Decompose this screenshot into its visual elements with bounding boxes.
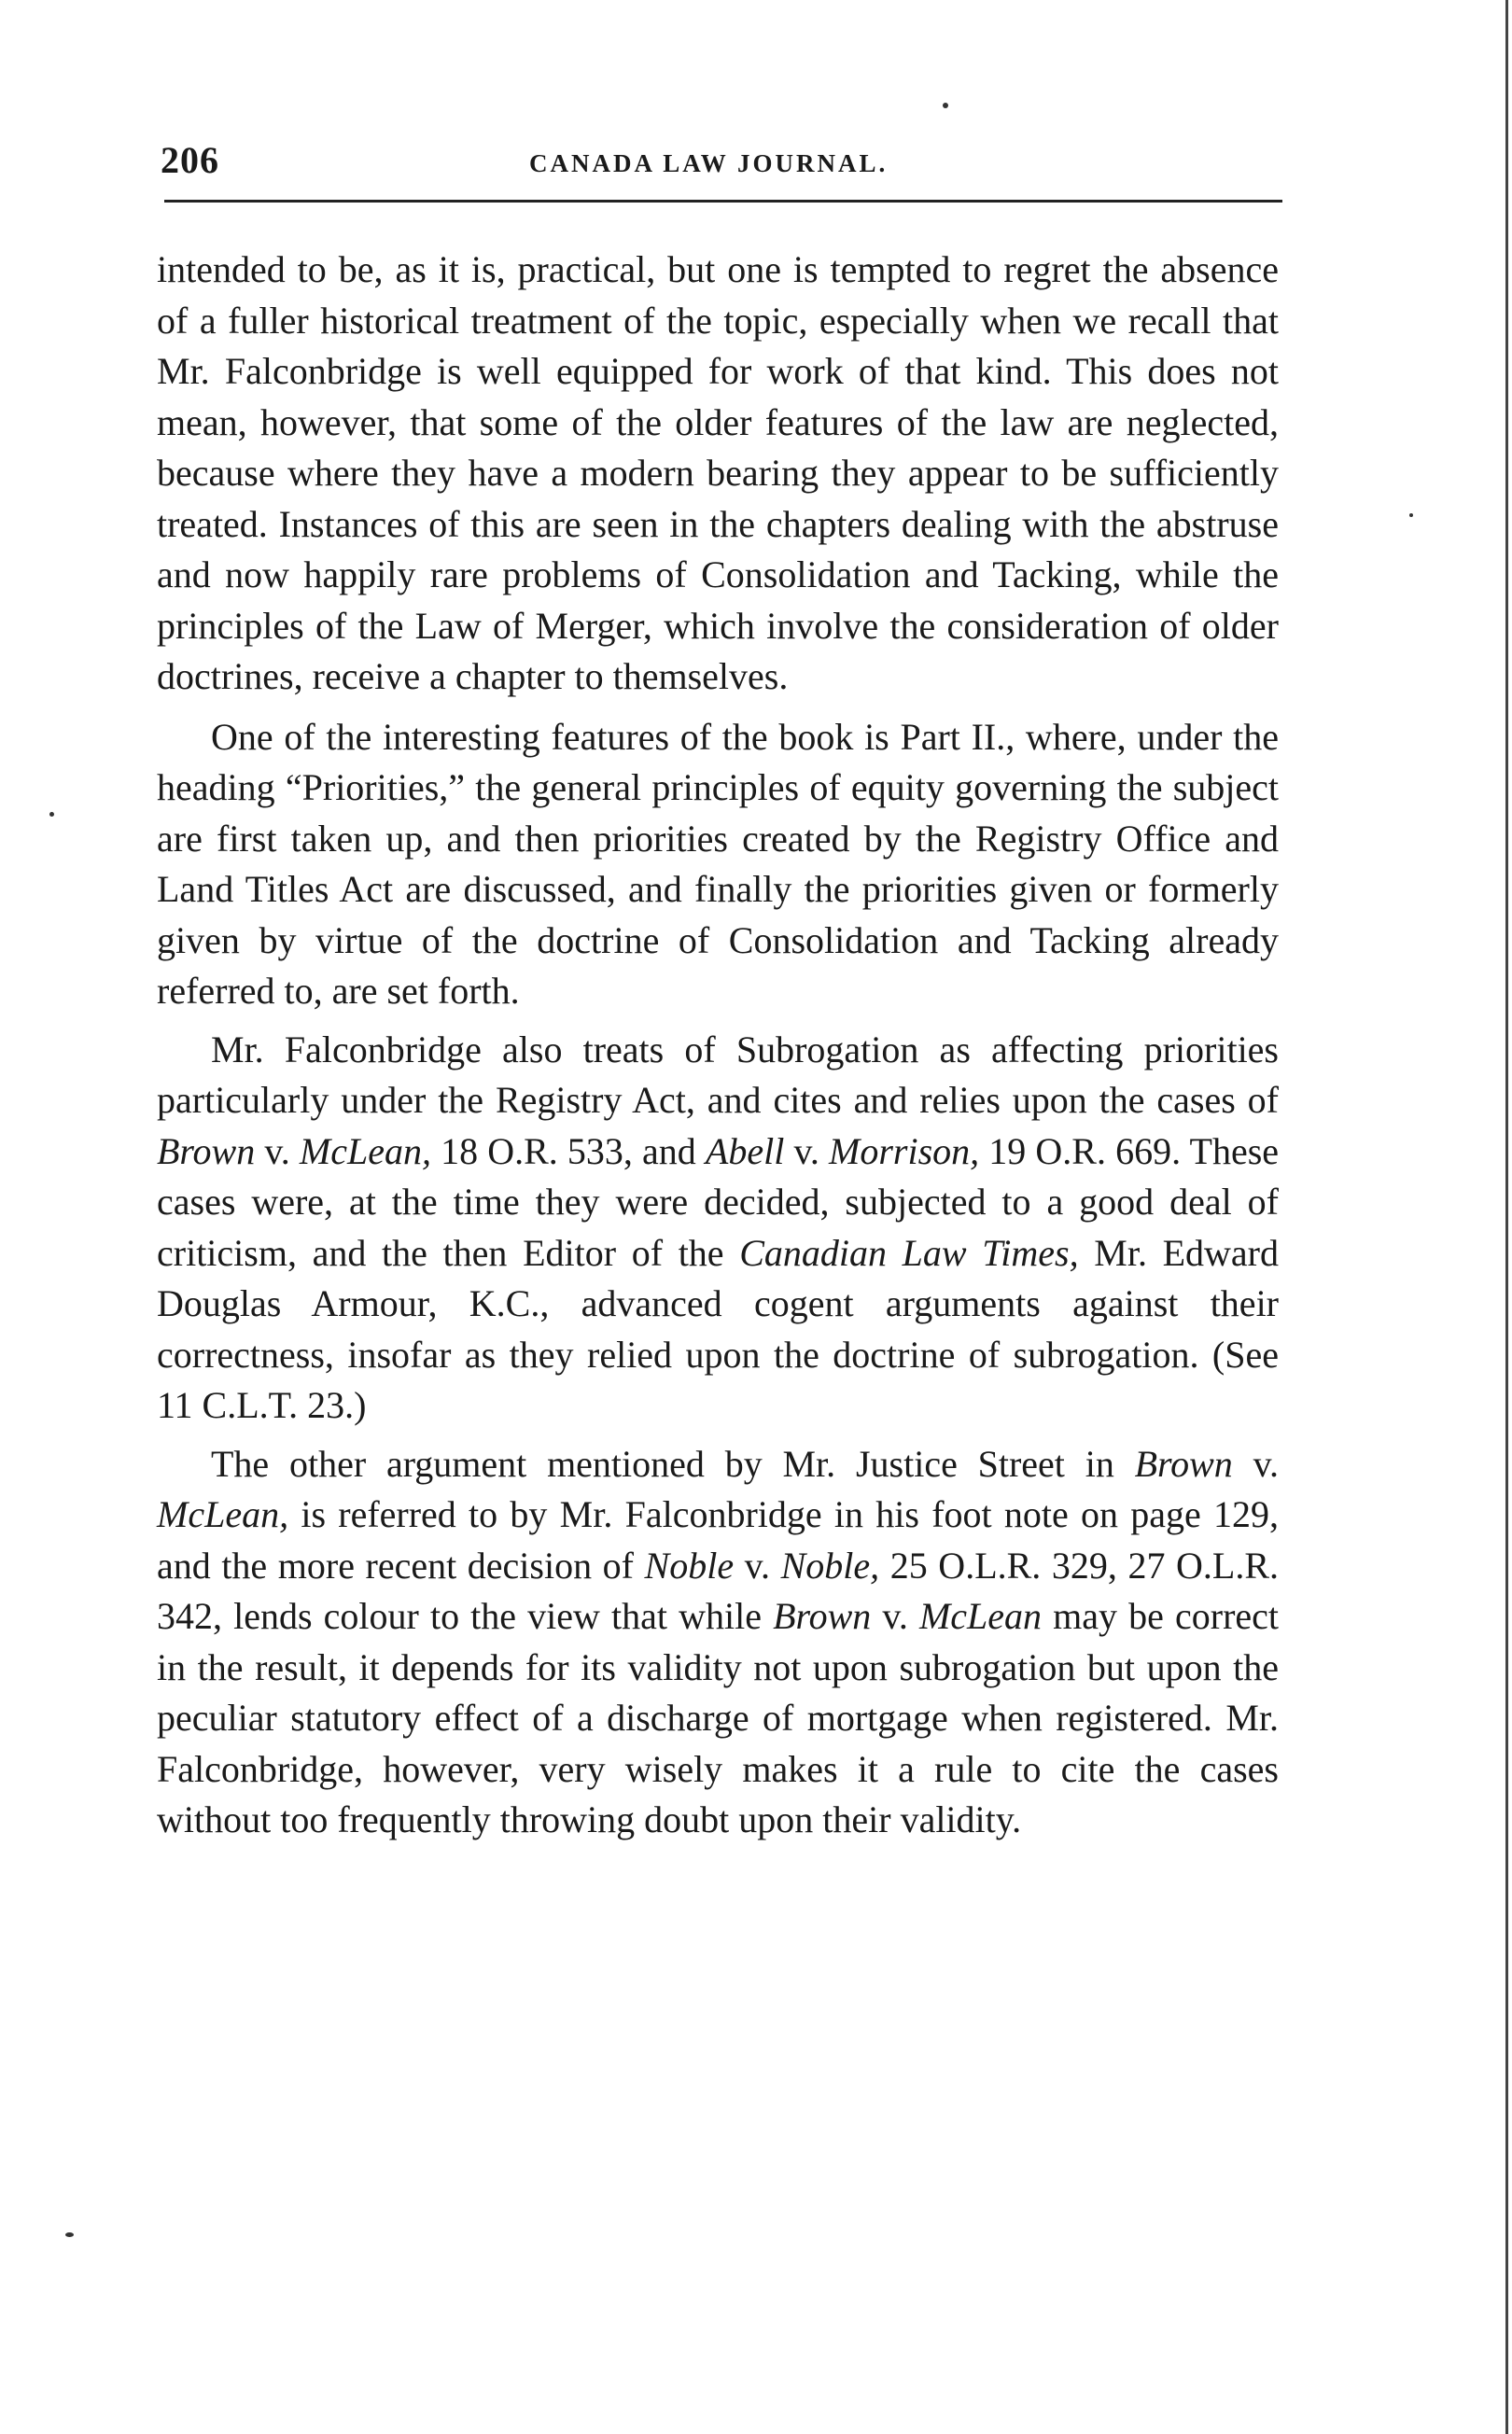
body-text [157,245,1279,1846]
text-run: Mr. Edward Douglas Armour, K.C., advanced cogent arguments against their correctness, insofar as they relied upon the doctrine of subrogation. (See 11 C.L.T. 23.) [157,1231,1279,1426]
text-run: 18 O.R. 533, and [430,1129,706,1172]
paragraph [157,245,1279,703]
header-rule [164,200,1282,203]
text-run: intended to be, as it is, practical, but one is tempted to regret the absence of a fuller historical treatment of the topic, especially when we recall that Mr. Falconbridge is well equipped for work of that kind. This does not mean, however, that some of the older features of the law are neglected, because where they have a modern bearing they appear to be sufficiently treated. Instances of this are seen in the chapters dealing with the abstruse and now happily rare problems of Consolidation and Tacking, while the principles of the Law of Merger, which involve the consideration of older doctrines, receive a chapter to themselves. [157,248,1279,697]
scan-speck [65,2232,74,2237]
text-run: may be correct in the result, it depends for its validity not upon subrogation but upon the peculiar statutory effect of a discharge of mortgage when registered. Mr. Falconbridge, however, very wisely makes it a rule to cite the cases without too frequently throwing doubt upon their validity. [157,1595,1280,1840]
case-name: Noble, [780,1544,880,1587]
case-name: Brown [157,1129,256,1172]
case-name: Brown [773,1595,872,1637]
case-name: Noble [644,1544,735,1587]
scan-speck [943,103,948,108]
case-name: McLean, [299,1129,431,1172]
case-name: Abell [705,1129,785,1172]
text-run: 25 O.L.R. 329, 27 O.L.R. 342, lends colour to the view that while [157,1544,1280,1637]
paragraph [157,1439,1279,1846]
text-run: v. [1232,1442,1280,1485]
text-run: One of the interesting features of the book is Part II., where, under the heading “Priorities,” the general principles of equity governing the subject are first taken up, and then priorities created by the Registry Office and Land Titles Act are discussed, and finally the priorities given or formerly given by virtue of the doctrine of Consolidation and Tacking already referred to, are set forth. [157,715,1279,1012]
text-run: 19 O.R. 669. These cases were, at the time they were decided, subjected to a good deal of criticism, and the then Editor of the [157,1129,1280,1274]
case-name: McLean, [157,1493,289,1535]
case-name: Canadian Law Times, [739,1231,1079,1274]
scan-speck [1409,513,1413,517]
paragraph [157,1025,1279,1432]
running-head: CANADA LAW JOURNAL. [529,149,889,177]
scan-speck [49,812,54,817]
text-run: v. [784,1129,830,1172]
page-edge [1505,0,1508,2434]
case-name: Morrison, [829,1129,980,1172]
case-name: McLean [918,1595,1043,1637]
text-run: The other argument mentioned by Mr. Justice Street in [211,1442,1135,1485]
paragraph [157,712,1279,1017]
text-run: v. [871,1595,919,1637]
text-run: Mr. Falconbridge also treats of Subrogation as affecting priorities particularly under the Registry Act, and cites and relies upon the cases of [157,1028,1279,1121]
text-run: is referred to by Mr. Falconbridge in his foot note on page 129, and the more recent decision of [157,1493,1279,1587]
case-name: Brown [1134,1442,1233,1485]
page-header [161,131,1281,187]
text-run: v. [734,1544,781,1587]
page-number: 206 [161,139,219,181]
text-run: v. [255,1129,300,1172]
